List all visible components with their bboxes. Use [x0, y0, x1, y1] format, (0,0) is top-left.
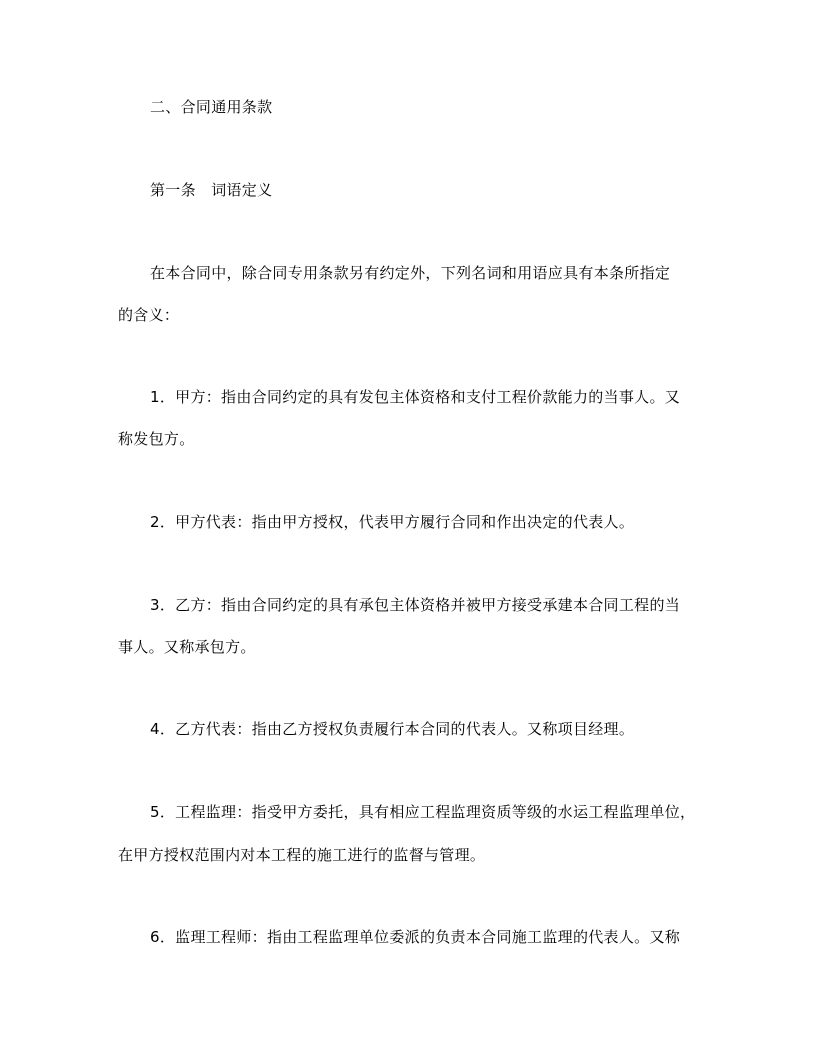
- article-heading: 第一条 词语定义: [150, 181, 273, 199]
- item-5-line-2: 在甲方授权范围内对本工程的施工进行的监督与管理。: [118, 846, 486, 864]
- item-5-line-1: 5．工程监理：指受甲方委托，具有相应工程监理资质等级的水运工程监理单位，: [150, 803, 696, 821]
- item-2-line-1: 2．甲方代表：指由甲方授权，代表甲方履行合同和作出决定的代表人。: [150, 513, 635, 531]
- item-3-line-2: 事人。又称承包方。: [118, 638, 256, 656]
- item-1-line-1: 1．甲方：指由合同约定的具有发包主体资格和支付工程价款能力的当事人。又: [150, 388, 681, 406]
- section-heading: 二、合同通用条款: [150, 98, 273, 116]
- intro-line-2: 的含义：: [118, 306, 180, 324]
- item-6-line-1: 6．监理工程师：指由工程监理单位委派的负责本合同施工监理的代表人。又称: [150, 928, 681, 946]
- item-3-line-1: 3．乙方：指由合同约定的具有承包主体资格并被甲方接受承建本合同工程的当: [150, 596, 681, 614]
- item-1-line-2: 称发包方。: [118, 430, 195, 448]
- intro-line-1: 在本合同中，除合同专用条款另有约定外，下列名词和用语应具有本条所指定: [150, 264, 671, 282]
- item-4-line-1: 4．乙方代表：指由乙方授权负责履行本合同的代表人。又称项目经理。: [150, 720, 635, 738]
